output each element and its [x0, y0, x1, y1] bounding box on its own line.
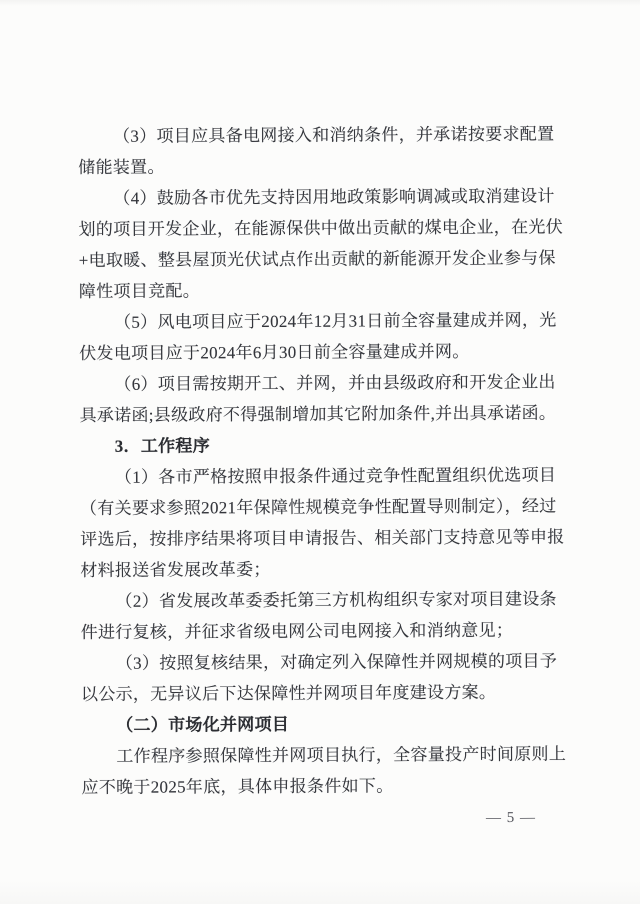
doc-line: 障性项目竞配。	[78, 281, 201, 301]
doc-line: （6）项目需按期开工、并网，并由县级政府和开发企业出	[114, 372, 556, 394]
doc-line: +电取暖、整县屋顶光伏试点作出贡献的新能源开发企业参与保	[78, 248, 556, 270]
doc-line: （有关要求参照2021年保障性规模竞争性配置导则制定），经过	[79, 496, 557, 518]
doc-line: （1）各市严格按照申报条件通过竞争性配置组织优选项目	[114, 465, 557, 487]
doc-line: 件进行复核，并征求省级电网公司电网接入和消纳意见；	[80, 620, 514, 642]
doc-line: （4）鼓励各市优先支持因用地政策影响调减或取消建设计	[113, 186, 555, 208]
doc-heading-work-procedure: 3．工作程序	[114, 436, 211, 456]
doc-line: 储能装置。	[78, 157, 165, 177]
doc-heading-market-grid-projects: （二）市场化并网项目	[116, 714, 290, 735]
doc-line: 工作程序参照保障性并网项目执行，全容量投产时间原则上	[116, 744, 567, 766]
doc-line: （5）风电项目应于2024年12月31日前全容量建成并网，光	[114, 310, 557, 332]
doc-line: 具承诺函;县级政府不得强制增加其它附加条件,并出具承诺函。	[79, 403, 557, 425]
doc-line: 划的项目开发企业，在能源保供中做出贡献的煤电企业，在光伏	[78, 217, 564, 239]
doc-line: 评选后，按排序结果将项目申请报告、相关部门支持意见等申报	[80, 527, 565, 549]
doc-line: 伏发电项目应于2024年6月30日前全容量建成并网。	[79, 341, 470, 363]
doc-line: （3）项目应具备电网接入和消纳条件，并承诺按要求配置	[113, 124, 555, 146]
document-body	[78, 118, 570, 803]
doc-line: 应不晚于2025年底，具体申报条件如下。	[81, 776, 394, 797]
doc-line: （2）省发展改革委委托第三方机构组织专家对项目建设条	[115, 589, 557, 611]
doc-line: 以公示，无异议后下达保障性并网项目年度建设方案。	[80, 682, 497, 704]
page-number: — 5 —	[485, 809, 537, 827]
doc-line: 材料报送省发展改革委；	[80, 559, 271, 580]
doc-line: （3）按照复核结果，对确定列入保障性并网规模的项目予	[115, 651, 558, 673]
